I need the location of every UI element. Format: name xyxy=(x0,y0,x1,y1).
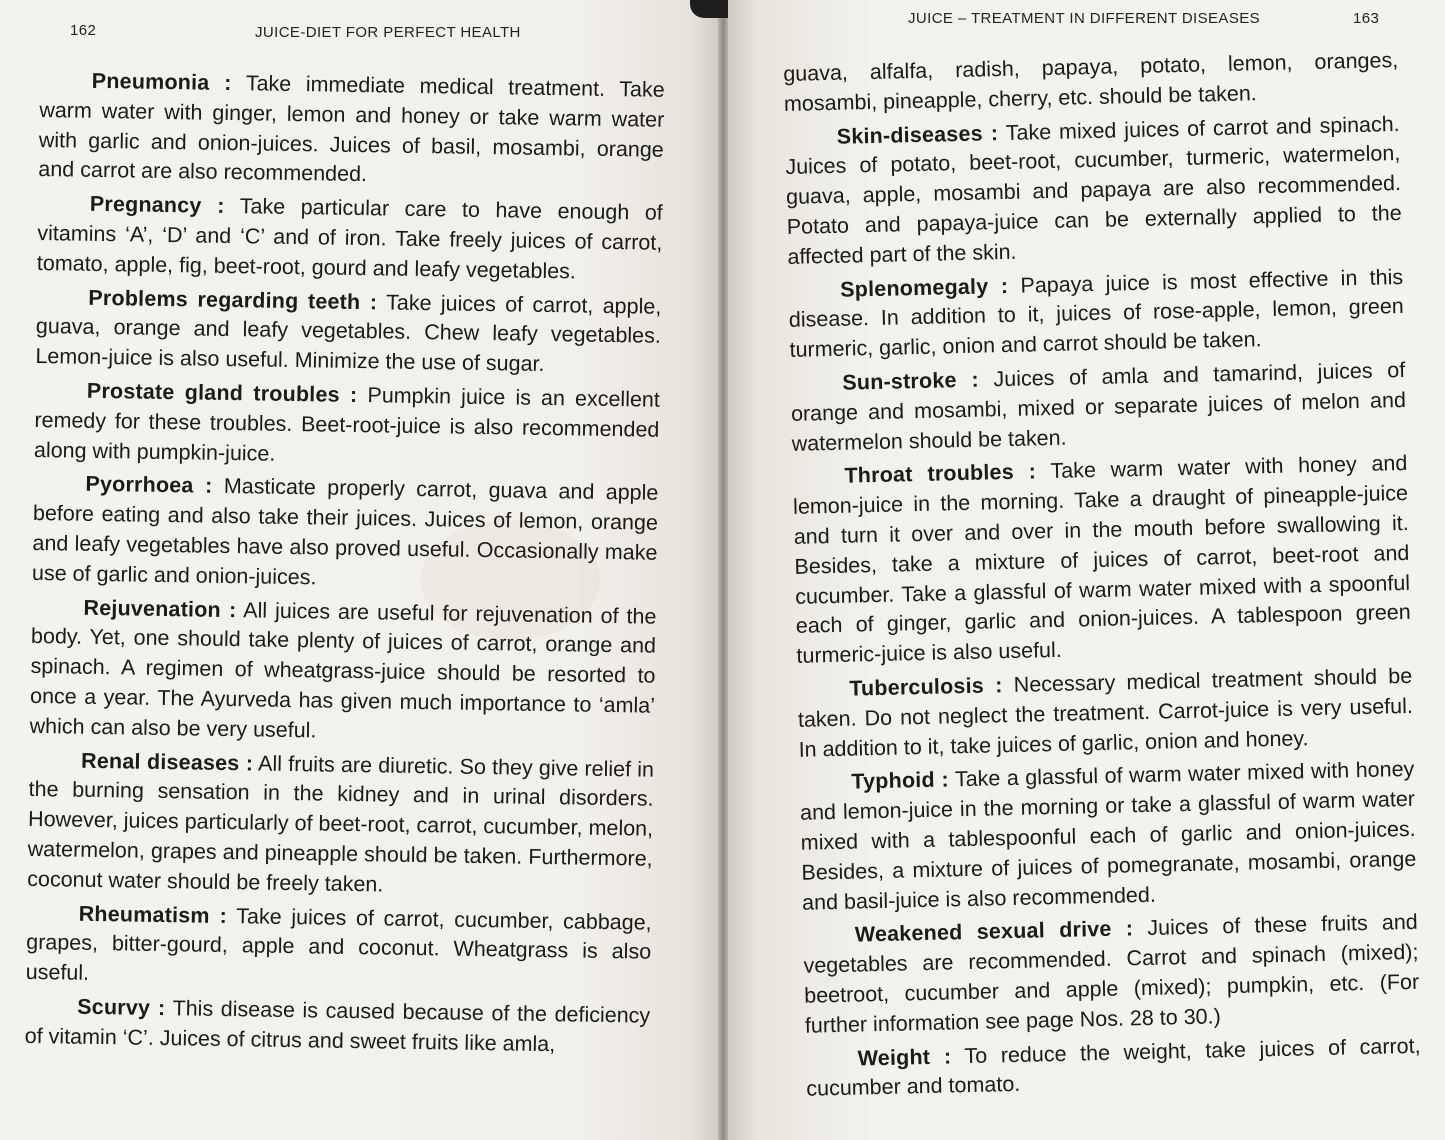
entry-paragraph xyxy=(799,755,1417,918)
entry-term: Sun-stroke : xyxy=(842,367,980,395)
entry-paragraph xyxy=(35,283,661,382)
entry-text: Take particular care to have enough of vitamins ‘A’, ‘D’ and ‘C’ and of iron. Take freely juices of carrot, tomato, apple, fig, beet-root, gourd and leafy vegetables. xyxy=(36,194,663,284)
right-text-column xyxy=(783,46,1422,1109)
entry-paragraph xyxy=(37,189,663,288)
entry-paragraph xyxy=(790,356,1407,459)
entry-term: Splenomegaly : xyxy=(839,273,1009,302)
entry-text: Juices of amla and tamarind, juices of orange and mosambi, mixed or separate juices of melon and watermelon should be taken. xyxy=(790,357,1407,456)
entry-text: Pumpkin juice is an excellent remedy for these troubles. Beet-root-juice is also recommended along with pumpkin-juice. xyxy=(33,382,661,466)
entry-text: Take juices of carrot, apple, guava, orange and leafy vegetables. Chew leafy vegetables. Lemon-juice is also useful. Minimize the use of sugar. xyxy=(35,289,662,377)
entry-text: All juices are useful for rejuvenation of the body. Yet, one should take plenty of juices of carrot, orange and spinach. A regimen of wheatgrass-juice should be resorted to once a year. The Ayurveda has given much importance to ‘amla’ which can also be very useful. xyxy=(29,597,657,743)
entry-paragraph xyxy=(29,592,656,751)
running-head: JUICE-DIET FOR PERFECT HEALTH xyxy=(255,24,521,41)
entry-text: This disease is caused because of the deficiency of vitamin ‘C’. Juices of citrus and sweet fruits like amla, xyxy=(24,995,651,1056)
entry-paragraph xyxy=(803,908,1421,1041)
right-page xyxy=(728,0,1445,1140)
entry-term: Problems regarding teeth : xyxy=(88,285,378,314)
entry-paragraph xyxy=(805,1031,1421,1105)
entry-term: Scurvy : xyxy=(77,994,166,1020)
entry-text: Take juices of carrot, cucumber, cabbage, grapes, bitter-gourd, apple and coconut. Wheatgrass is also useful. xyxy=(25,903,652,985)
entry-text: Juices of these fruits and vegetables are recommended. Carrot and spinach (mixed); beetroot, cucumber and apple (mixed); pumpkin, etc. (For further information see page Nos. 28 to 30.) xyxy=(803,910,1420,1038)
entry-paragraph xyxy=(26,898,652,997)
entry-text: All fruits are diuretic. So they give relief in the burning sensation in the kidney and in urinal disorders. However, juices particularly of beet-root, carrot, cucumber, melon, watermelon, grapes and pineapple should be taken. Furthermore, coconut water should be freely taken. xyxy=(27,750,655,897)
entry-term: Pregnancy : xyxy=(89,191,225,219)
entry-text: Take warm water with honey and lemon-juice in the morning. Take a draught of pineapple-juice and turn it over and over in the mouth before swallowing it. Besides, take a mixture of juices of carrot, beet-root and cucumber. Take a glassful of warm water mixed with a spoonful each of ginger, garlic and onion-juices. A tablespoon green turmeric-juice is also useful. xyxy=(792,451,1411,668)
entry-term: Renal diseases : xyxy=(80,748,254,775)
entry-text: To reduce the weight, take juices of carrot, cucumber and tomato. xyxy=(806,1033,1421,1102)
entry-term: Skin-diseases : xyxy=(836,120,999,149)
entry-paragraph xyxy=(34,376,660,475)
entry-text: Papaya juice is most effective in this disease. In addition to it, juices of rose-apple, lemon, green turmeric, garlic, onion and carrot should be taken. xyxy=(788,264,1405,363)
entry-text: Masticate properly carrot, guava and apple before eating and also take their juices. Juices of lemon, orange and leafy vegetables have also proved useful. Occasionally make use of garlic and onion-juices. xyxy=(31,474,659,590)
entry-term: Weakened sexual drive : xyxy=(854,916,1134,947)
entry-term: Rheumatism : xyxy=(78,901,228,928)
entry-term: Prostate gland troubles : xyxy=(86,378,358,407)
page-number: 163 xyxy=(1353,10,1380,27)
entry-paragraph xyxy=(792,449,1412,671)
entry-text: Take immediate medical treatment. Take warm water with ginger, lemon and honey or take warm water with garlic and onion-juices. Juices of basil, mosambi, orange and carrot are also recommended. xyxy=(38,71,665,187)
entry-paragraph xyxy=(784,110,1402,273)
entry-term: Pyorrhoea : xyxy=(85,472,213,499)
entry-text: Take a glassful of warm water mixed with honey and lemon-juice in the morning or take a glassful of warm water mixed with a tablespoonful each of garlic and onion-juices. Besides, a mixture of juices of pomegranate, mosambi, orange and basil-juice is also recommended. xyxy=(799,757,1417,915)
entry-paragraph xyxy=(25,992,651,1061)
entry-term: Throat troubles : xyxy=(844,459,1037,489)
page-number: 162 xyxy=(70,22,97,39)
running-head: JUICE – TREATMENT IN DIFFERENT DISEASES xyxy=(908,10,1261,27)
entry-paragraph xyxy=(797,662,1414,765)
left-text-column xyxy=(24,66,664,1065)
entry-text: Necessary medical treatment should be taken. Do not neglect the treatment. Carrot-juice is very useful. In addition to it, take juices of garlic, onion and honey. xyxy=(797,663,1414,762)
left-page xyxy=(0,0,720,1140)
continuation-paragraph: guava, alfalfa, radish, papaya, potato, lemon, oranges, mosambi, pineapple, cherry, etc. should be taken. xyxy=(783,48,1399,116)
entry-term: Weight : xyxy=(857,1043,952,1071)
entry-paragraph xyxy=(32,469,659,598)
entry-term: Pneumonia : xyxy=(91,68,232,96)
entry-paragraph xyxy=(27,745,654,904)
entry-paragraph xyxy=(788,263,1405,366)
entry-term: Tuberculosis : xyxy=(849,673,1003,701)
entry-paragraph xyxy=(38,66,665,195)
entry-text: Take mixed juices of carrot and spinach. Juices of potato, beet-root, cucumber, turmeric, watermelon, guava, apple, mosambi and papaya are also recommended. Potato and papaya-juice can be externally applied to the affected part of the skin. xyxy=(785,111,1402,269)
entry-term: Typhoid : xyxy=(851,767,950,794)
entry-term: Rejuvenation : xyxy=(83,595,237,622)
